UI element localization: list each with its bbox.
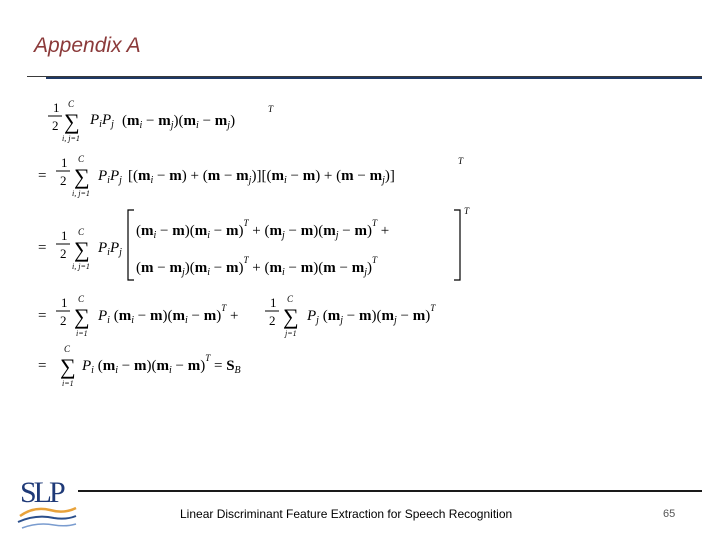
sum-upper-limit: C xyxy=(287,294,294,304)
right-bracket xyxy=(454,210,460,280)
sum-upper-limit: C xyxy=(78,294,85,304)
probability-term: $P_iP_j$ xyxy=(90,112,114,130)
sum-upper-limit: C xyxy=(78,227,85,237)
sum-lower-limit: j=1 xyxy=(285,329,297,338)
first-sum-term: $P_i$ $(m_i - m)(m_i - m)^T$ + xyxy=(98,303,239,326)
equation-line-5 xyxy=(38,344,241,388)
equals-sign: = xyxy=(38,308,47,324)
sum-lower-limit: i=1 xyxy=(62,379,74,388)
sum-symbol: ∑ xyxy=(74,237,90,262)
equation-line-2 xyxy=(38,154,464,198)
transpose-mark: T xyxy=(464,206,470,216)
half-numerator: 1 xyxy=(61,295,68,310)
sum-upper-limit: C xyxy=(64,344,71,354)
half-numerator: 1 xyxy=(61,228,68,243)
sum-symbol: ∑ xyxy=(60,354,76,379)
equation-line-4 xyxy=(38,294,436,338)
logo-swoosh-orange xyxy=(20,508,76,516)
transpose-mark: T xyxy=(458,156,464,166)
half-numerator: 1 xyxy=(270,295,277,310)
half-numerator: 1 xyxy=(61,155,68,170)
equation-line-3 xyxy=(38,206,470,280)
page-number: 65 xyxy=(663,508,676,520)
equals-sign: = xyxy=(38,358,47,374)
final-sum-term: $P_i$ $(m_i - m)(m_i - m)^T = S_B$ xyxy=(82,353,241,376)
sum-symbol: ∑ xyxy=(283,304,299,329)
equation-canvas xyxy=(36,92,496,392)
left-bracket xyxy=(128,210,134,280)
equals-sign: = xyxy=(38,168,47,184)
footer-divider xyxy=(78,490,702,492)
derivation-equations xyxy=(36,92,496,392)
slide-title: Appendix A xyxy=(34,34,141,57)
probability-term: $P_iP_j$ xyxy=(98,240,122,258)
sum-symbol: ∑ xyxy=(74,164,90,189)
bracket-row-2: $(m - m_j)(m_i - m)^T + (m_i - m)(m - m_j)^T$ xyxy=(136,255,377,278)
sum-lower-limit: i, j=1 xyxy=(72,189,90,198)
half-denominator: 2 xyxy=(269,313,276,328)
logo-graphic xyxy=(14,458,80,530)
sum-upper-limit: C xyxy=(78,154,85,164)
logo-swoosh-light xyxy=(22,524,76,528)
second-sum-term: $P_j$ $(m_j - m)(m_j - m)^T$ xyxy=(307,303,436,326)
transpose-mark: T xyxy=(268,104,274,114)
bracket-row-1: $(m_i - m)(m_i - m)^T + (m_j - m)(m_j - m)^T$ + xyxy=(136,218,390,241)
sum-lower-limit: i=1 xyxy=(76,329,88,338)
half-numerator: 1 xyxy=(53,100,60,115)
sum-lower-limit: i, j=1 xyxy=(72,262,90,271)
sum-lower-limit: i, j=1 xyxy=(62,134,80,143)
slp-logo xyxy=(14,458,80,530)
half-denominator: 2 xyxy=(60,313,67,328)
title-divider-accent xyxy=(46,77,702,79)
sum-symbol: ∑ xyxy=(64,109,80,134)
half-denominator: 2 xyxy=(60,173,67,188)
sum-symbol: ∑ xyxy=(74,304,90,329)
sum-upper-limit: C xyxy=(68,99,75,109)
difference-term: $(m_i - m_j)(m_i - m_j)$ xyxy=(122,113,236,131)
bracket-expansion: $[(m_i - m) + (m - m_j)][(m_i - m) + (m - m_j)]$ xyxy=(128,168,395,186)
footer-text: Linear Discriminant Feature Extraction for Speech Recognition xyxy=(180,507,513,521)
logo-text: SLP xyxy=(20,476,63,509)
probability-term: $P_iP_j$ xyxy=(98,168,122,186)
equals-sign: = xyxy=(38,240,47,256)
equation-line-1 xyxy=(48,99,274,143)
logo-swoosh-blue xyxy=(18,516,76,522)
half-denominator: 2 xyxy=(60,246,67,261)
half-denominator: 2 xyxy=(52,118,59,133)
